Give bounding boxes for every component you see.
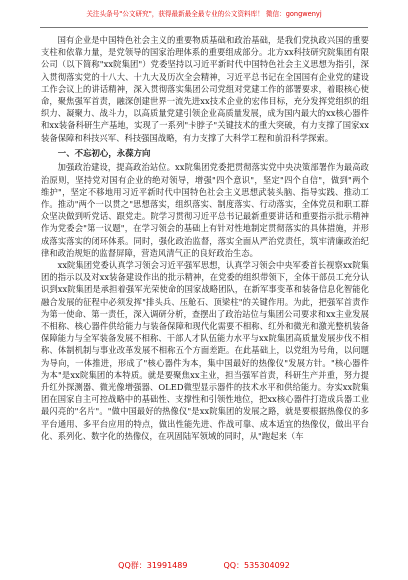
footer-qq-group: QQ群：31991489 [118, 561, 188, 570]
header-banner: 关注头条号"公文研究"，获得最新最全最专业的公文资料库！ 微信：gongwenyj [86, 10, 322, 18]
document-body [41, 34, 369, 442]
body-paragraph-1: 加强政治建设，提高政治站位。xx院集团党委把贯彻落实党中央决策部署作为最高政治原则，坚持党对国有企业的绝对领导，增强"四个意识"，坚定"四个自信"，做到"两个维护"，坚定不移地用习近平新时代中国特色社会主义思想武装头脑、指导实践、推动工作。推动"两个一以贯之"思想落实，组织落实、制度落实、行动落实，全体党员和职工群众坚决做到听党话、跟党走。院学习贯彻习近平总书记最新重要讲话和重要指示批示精神作为党委会"第一议题"，在学习领会的基础上有针对性地制定贯彻落实的具体措施，并形成落实落实的闭环体系。同时，强化政治监督，落实全面从严治党责任，筑牢清廉政治纪律和政治规矩的监督屏障，营造风清气正的良好政治生态。 [41, 162, 369, 258]
body-paragraph-2: xx院集团党委认真学习领会习近平强军思想，认真学习领会中央军委首长视察xx院集团的指示以及对xx装备建设作出的批示精神，在党委的组织带领下，全体干部员工充分认识到xx院集团是承担着强军光荣使命的国家战略团队，在新军事变革和装备信息化智能化融合发展的征程中必须发挥"排头兵、压舱石、顶梁柱"的关键作用。为此，把强军首责作为第一使命、第一责任，深入调研分析，查摆出了政治站位与集团公司要求和xx主业发展不相称、核心器件供给能力与装备保障和现代化需要不相称、红外和微光和激光整机装备保障能力与全军装备发展不相称、干部人才队伍能力水平与xx院集团高质量发展步伐不相称、体制机制与事业改革发展不相称五个方面差距。在此基础上，以党组为号角，以问题为导向，一体推进，形成了"核心器件为本，集中国最好的热像仪"发展方针。"核心器件为本"是xx院集团的本特质。就是要聚焦xx主业，担当强军首责，科研生产并重，努力提升红外探测器、微光像增强器、OLED微型显示器件的技术水平和供给能力。夯实xx院集团在国家自主可控战略中的基础性、支撑性和引领性地位，把xx核心器件打造成兵器工业最闪亮的"名片"。"做中国最好的热像仪"是xx院集团的发展之路，就是要根据热像仪的多平台通用、多平台应用的特点，做出性能先进、作战可靠、成本适宜的热像仪，做出平台化、系列化、数字化的热像仪，在巩固陆军领域的同时，从"跑起来（车 [41, 259, 369, 441]
intro-paragraph: 国有企业是中国特色社会主义的重要物质基础和政治基础，是我们党执政兴国的重要支柱和依靠力量，是党领导的国家治理体系的重要组成部分。北方xx科技研究院集团有限公司（以下简称"xx院集团"）党委坚持以习近平新时代中国特色社会主义思想为指引，深入贯彻落实党的十八大、十九大及历次全会精神，习近平总书记在全国国有企业党的建设工作会议上的讲话精神，深入贯彻落实集团公司党组对党建工作的部署要求，着眼核心使命，聚焦强军首责，融深创建世界一流先进xx技术企业的宏伟目标，充分发挥党组织的组织力、凝聚力、战斗力，以高质量党建引领企业高质量发展，成为国内最大的xx核心器件和xx装备科研生产基地，实现了一系列"卡脖子"关键技术的重大突破，有力支撑了国家xx装备保障和科技兴军、科技强国战略，有力支撑了大科学工程和前沿科学探索。 [41, 35, 369, 143]
footer-qq: QQ：535304092 [223, 561, 290, 570]
section-heading: 一、不忘初心，永葆方向 [57, 147, 151, 158]
header-divider [40, 27, 368, 28]
footer-contact [0, 561, 408, 571]
